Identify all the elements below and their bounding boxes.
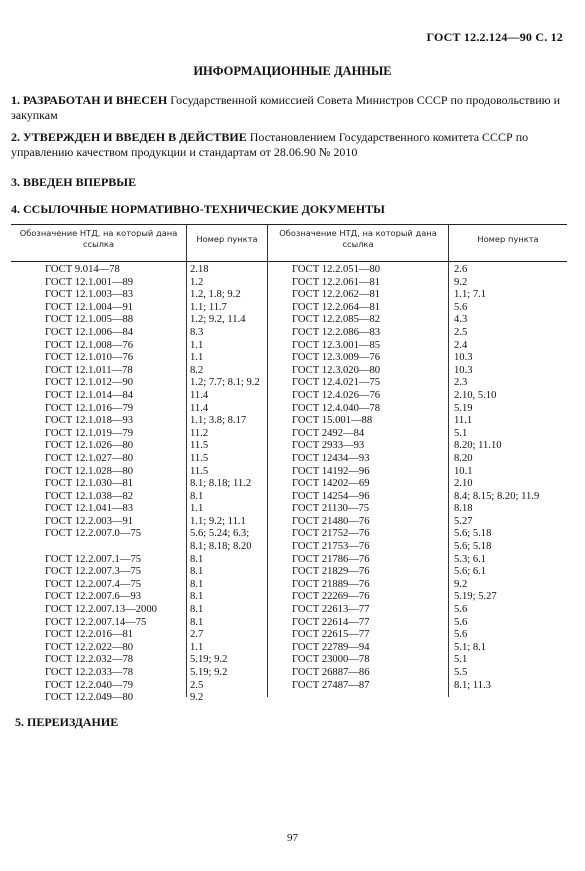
table-row (11, 579, 567, 592)
table-row (11, 340, 567, 353)
cell-document: ГОСТ 12.1.019—79 (45, 427, 134, 439)
cell-document: ГОСТ 12.2.016—81 (45, 629, 134, 641)
cell-document: ГОСТ 12.1.014—84 (45, 389, 134, 401)
table-row (11, 629, 567, 642)
cell-document: ГОСТ 12.2.007.3—75 (45, 566, 142, 578)
cell-document: ГОСТ 21786—76 (292, 553, 370, 565)
cell-item: 5.3; 6.1 (454, 553, 487, 565)
table-row (11, 692, 567, 705)
cell-document: ГОСТ 12.2.086—83 (292, 326, 381, 338)
table-row (11, 327, 567, 340)
cell-document: ГОСТ 12.1.004—91 (45, 301, 134, 313)
cell-document: ГОСТ 12.1.030—81 (45, 478, 134, 490)
cell-item: 5.19; 5.27 (454, 591, 497, 603)
cell-item: 2.18 (190, 264, 209, 275)
cell-item: 2.10 (454, 478, 473, 490)
cell-item: 8.1; 8.18; 8.20 (190, 541, 252, 553)
cell-item: 8.3 (190, 326, 204, 338)
cell-item: 5.19 (454, 402, 473, 414)
table-row (11, 352, 567, 365)
table-header-rule (11, 261, 567, 262)
table-row (11, 390, 567, 403)
cell-document: ГОСТ 22615—77 (292, 629, 370, 641)
section-lead: ССЫЛОЧНЫЕ НОРМАТИВНО-ТЕХНИЧЕСКИЕ ДОКУМЕНТЫ (23, 202, 385, 216)
cell-item: 9.2 (454, 276, 468, 288)
cell-item: 5.6; 5.24; 6.3; (190, 528, 250, 540)
references-table (11, 224, 567, 704)
table-row (11, 654, 567, 667)
cell-item: 2.3 (454, 377, 468, 389)
cell-document: ГОСТ 12.2.007.14—75 (45, 616, 147, 628)
cell-item: 10.1 (454, 465, 473, 477)
table-row (11, 491, 567, 504)
cell-document: ГОСТ 12434—93 (292, 452, 370, 464)
cell-document: ГОСТ 12.2.062—81 (292, 289, 381, 301)
cell-document: ГОСТ 12.2.033—78 (45, 667, 134, 678)
cell-document: ГОСТ 21889—76 (292, 578, 370, 590)
cell-document: ГОСТ 23000—78 (292, 654, 370, 666)
section-reissue (15, 715, 575, 730)
cell-item: 8.1 (190, 616, 204, 628)
cell-item: 2.5 (190, 679, 204, 691)
cell-document: ГОСТ 12.1.006—84 (45, 326, 134, 338)
table-row (11, 541, 567, 554)
cell-document: ГОСТ 12.1.010—76 (45, 352, 134, 364)
section-number: 2. (11, 130, 20, 144)
cell-document: ГОСТ 12.2.003—91 (45, 515, 134, 527)
section-lead: ВВЕДЕН ВПЕРВЫЕ (23, 175, 137, 189)
table-row (11, 302, 567, 315)
table-row (11, 453, 567, 466)
cell-document: ГОСТ 12.4.040—78 (292, 402, 381, 414)
table-row (11, 554, 567, 567)
cell-document: ГОСТ 12.1.012—90 (45, 377, 134, 389)
table-top-rule (11, 224, 567, 225)
cell-item: 5.6 (454, 616, 468, 628)
table-row (11, 466, 567, 479)
cell-document: ГОСТ 22613—77 (292, 604, 370, 616)
cell-document: ГОСТ 12.1.026—80 (45, 440, 134, 452)
cell-item: 5.1 (454, 427, 468, 439)
cell-document: ГОСТ 12.1.028—80 (45, 465, 134, 477)
cell-document: ГОСТ 21753—76 (292, 541, 370, 553)
cell-document: ГОСТ 21130—75 (292, 503, 370, 515)
cell-document: ГОСТ 12.1.001—89 (45, 276, 134, 288)
cell-document: ГОСТ 12.2.007.6—93 (45, 591, 142, 603)
cell-document: ГОСТ 12.3.009—76 (292, 352, 381, 364)
cell-item: 8.20 (454, 452, 473, 464)
cell-item: 1.1 (190, 352, 204, 364)
cell-document: ГОСТ 12.2.064—81 (292, 301, 381, 313)
section-developed (11, 93, 571, 123)
cell-document: ГОСТ 12.1.008—76 (45, 339, 134, 351)
cell-document: ГОСТ 12.2.032—78 (45, 654, 134, 666)
cell-document: ГОСТ 12.2.007.4—75 (45, 578, 142, 590)
cell-document: ГОСТ 21829—76 (292, 566, 370, 578)
cell-document: ГОСТ 12.2.007.1—75 (45, 553, 142, 565)
cell-item: 1.1; 3.8; 8.17 (190, 415, 247, 427)
cell-item: 8.18 (454, 503, 473, 515)
cell-item: 1.1 (190, 503, 204, 515)
table-row (11, 566, 567, 579)
cell-item: 1.1; 9.2; 11.1 (190, 515, 246, 527)
cell-item: 1.1 (190, 339, 204, 351)
cell-document: ГОСТ 21752—76 (292, 528, 370, 540)
cell-item: 8.1 (190, 566, 204, 578)
column-header-document: Обозначение НТД, на который дана ссылка (19, 228, 178, 249)
cell-document: ГОСТ 12.2.085—82 (292, 314, 381, 326)
table-row (11, 428, 567, 441)
column-header-item: Номер пункта (196, 234, 258, 244)
table-row (11, 403, 567, 416)
table-row (11, 617, 567, 630)
cell-item: 1.1; 11.7 (190, 301, 227, 313)
section-number: 4. (11, 202, 20, 216)
cell-item: 4.3 (454, 314, 468, 326)
section-lead: УТВЕРЖДЕН И ВВЕДЕН В ДЕЙСТВИЕ (23, 130, 247, 144)
table-row (11, 478, 567, 491)
cell-item: 8.1 (190, 490, 204, 502)
cell-item: 2.10, 5.10 (454, 389, 497, 401)
cell-item: 1.2; 7.7; 8.1; 9.2 (190, 377, 260, 389)
section-number: 5. (15, 715, 24, 729)
table-row (11, 264, 567, 277)
cell-item: 5.6; 5.18 (454, 528, 492, 540)
cell-item: 5.5 (454, 667, 468, 678)
cell-document: ГОСТ 12.4.021—75 (292, 377, 381, 389)
table-row (11, 415, 567, 428)
cell-document: ГОСТ 26887—86 (292, 667, 370, 678)
cell-item: 5.6; 6.1 (454, 566, 487, 578)
cell-document: ГОСТ 12.1.038—82 (45, 490, 134, 502)
cell-document: ГОСТ 12.2.040—79 (45, 679, 134, 691)
cell-item: 8.20; 11.10 (454, 440, 502, 452)
cell-document: ГОСТ 27487—87 (292, 679, 370, 691)
cell-document: ГОСТ 12.1.027—80 (45, 452, 134, 464)
table-row (11, 591, 567, 604)
table-row (11, 516, 567, 529)
cell-item: 8.1 (190, 591, 204, 603)
cell-document: ГОСТ 15.001—88 (292, 415, 373, 427)
cell-document: ГОСТ 12.2.007.13—2000 (45, 604, 157, 616)
cell-item: 11.5 (190, 440, 209, 452)
cell-item: 8.1; 8.18; 11.2 (190, 478, 252, 490)
cell-item: 5.6; 5.18 (454, 541, 492, 553)
table-row (11, 365, 567, 378)
cell-document: ГОСТ 14202—69 (292, 478, 370, 490)
document-code: ГОСТ 12.2.124—90 С. 12 (426, 30, 563, 44)
cell-item: 8.1; 11.3 (454, 679, 491, 691)
cell-item: 11.4 (190, 402, 209, 414)
cell-document: ГОСТ 12.2.007.0—75 (45, 528, 142, 540)
cell-document: ГОСТ 12.1.041—83 (45, 503, 134, 515)
cell-document: ГОСТ 12.4.026—76 (292, 389, 381, 401)
cell-document: ГОСТ 21480—76 (292, 515, 370, 527)
cell-item: 11.5 (190, 452, 209, 464)
cell-document: ГОСТ 12.3.020—80 (292, 364, 381, 376)
cell-document: ГОСТ 22269—76 (292, 591, 370, 603)
cell-item: 2.4 (454, 339, 468, 351)
cell-item: 1.2 (190, 276, 204, 288)
page-title: ИНФОРМАЦИОННЫЕ ДАННЫЕ (193, 64, 392, 78)
section-first-introduced (11, 175, 571, 190)
cell-item: 8.1 (190, 578, 204, 590)
table-row (11, 528, 567, 541)
cell-document: ГОСТ 12.2.061—81 (292, 276, 381, 288)
table-row (11, 314, 567, 327)
cell-item: 5.19; 9.2 (190, 667, 228, 678)
cell-document: ГОСТ 12.2.049—80 (45, 692, 134, 704)
cell-item: 5.6 (454, 604, 468, 616)
cell-item: 11.4 (190, 389, 209, 401)
cell-item: 1.2, 1.8; 9.2 (190, 289, 241, 301)
cell-document: ГОСТ 9.014—78 (45, 264, 120, 275)
table-row (11, 604, 567, 617)
cell-item: 11.2 (190, 427, 209, 439)
cell-document: ГОСТ 14254—96 (292, 490, 370, 502)
cell-item: 8.1 (190, 553, 204, 565)
cell-document: ГОСТ 12.2.022—80 (45, 641, 134, 653)
cell-item: 5.19; 9.2 (190, 654, 228, 666)
page-number: 97 (287, 832, 298, 844)
column-header-document: Обозначение НТД, на который дана ссылка (279, 228, 437, 249)
section-number: 1. (11, 93, 20, 107)
section-approved (11, 130, 571, 160)
cell-item: 2.6 (454, 264, 468, 275)
cell-item: 8.2 (190, 364, 204, 376)
cell-document: ГОСТ 22789—94 (292, 641, 370, 653)
cell-item: 9.2 (454, 578, 468, 590)
cell-item: 8.4; 8.15; 8.20; 11.9 (454, 490, 540, 502)
cell-document: ГОСТ 12.1.016—79 (45, 402, 134, 414)
table-body (11, 264, 567, 705)
cell-document: ГОСТ 12.2.051—80 (292, 264, 381, 275)
cell-item: 10.3 (454, 352, 473, 364)
cell-document: ГОСТ 12.1.003—83 (45, 289, 134, 301)
cell-document: ГОСТ 12.1.005—88 (45, 314, 134, 326)
section-text: Постановлением Государственного комитета СССР по управлению качеством продукции и стандартам от 28.06.90 № 2010 (11, 130, 529, 159)
cell-document: ГОСТ 2492—84 (292, 427, 365, 439)
section-lead: РАЗРАБОТАН И ВНЕСЕН (23, 93, 168, 107)
table-row (11, 440, 567, 453)
cell-item: 1.1 (190, 641, 204, 653)
cell-document: ГОСТ 12.3.001—85 (292, 339, 381, 351)
cell-item: 9.2 (190, 692, 204, 704)
cell-item: 5.1; 8.1 (454, 641, 487, 653)
table-row (11, 667, 567, 680)
cell-item: 2.5 (454, 326, 468, 338)
column-header-item: Номер пункта (477, 234, 539, 244)
cell-item: 8.1 (190, 604, 204, 616)
cell-document: ГОСТ 14192—96 (292, 465, 370, 477)
cell-item: 5.27 (454, 515, 473, 527)
section-lead: ПЕРЕИЗДАНИЕ (27, 715, 119, 729)
section-references (11, 202, 571, 217)
cell-document: ГОСТ 12.1.011—78 (45, 364, 133, 376)
cell-document: ГОСТ 12.1.018—93 (45, 415, 134, 427)
cell-item: 5.1 (454, 654, 468, 666)
cell-item: 1.1; 7.1 (454, 289, 487, 301)
cell-item: 10.3 (454, 364, 473, 376)
table-row (11, 277, 567, 290)
table-row (11, 503, 567, 516)
cell-document: ГОСТ 22614—77 (292, 616, 370, 628)
cell-document: ГОСТ 2933—93 (292, 440, 365, 452)
cell-item: 11.1 (454, 415, 473, 427)
table-row (11, 680, 567, 693)
cell-item: 11.5 (190, 465, 209, 477)
table-row (11, 642, 567, 655)
cell-item: 5.6 (454, 629, 468, 641)
table-row (11, 289, 567, 302)
table-row (11, 377, 567, 390)
section-text: Государственной комиссией Совета Министров СССР по продовольствию и закупкам (11, 93, 561, 122)
cell-item: 1.2; 9.2, 11.4 (190, 314, 246, 326)
cell-item: 5.6 (454, 301, 468, 313)
cell-item: 2.7 (190, 629, 204, 641)
section-number: 3. (11, 175, 20, 189)
